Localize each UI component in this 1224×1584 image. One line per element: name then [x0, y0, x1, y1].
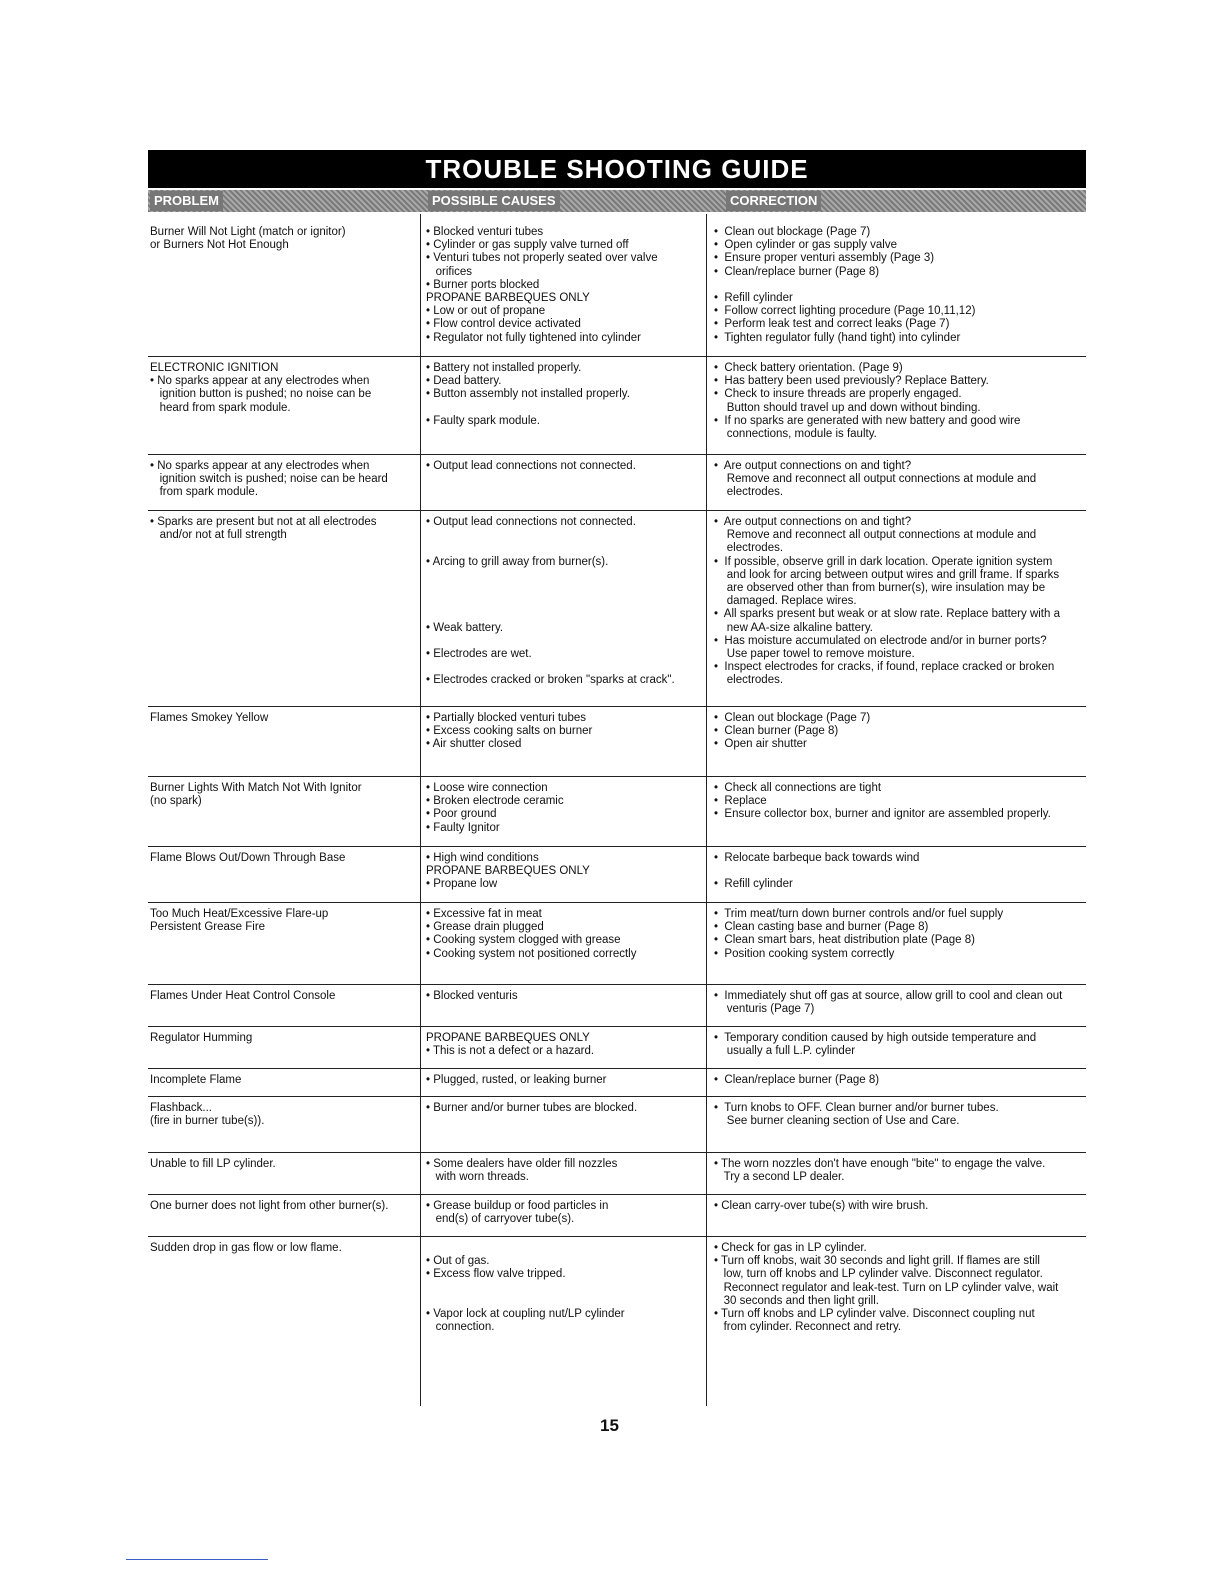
causes-cell: • Out of gas. • Excess flow valve tripped. • Vapor lock at coupling nut/LP cylinder connection.: [426, 1255, 625, 1334]
problem-cell: • Sparks are present but not at all electrodes and/or not at full strength: [150, 516, 377, 542]
problem-cell: Flashback... (fire in burner tube(s)).: [150, 1102, 265, 1128]
table-header: [148, 190, 1086, 212]
correction-cell: • Temporary condition caused by high outside temperature and usually a full L.P. cylinder: [714, 1032, 1037, 1058]
correction-cell: • Relocate barbeque back towards wind • Refill cylinder: [714, 852, 920, 891]
problem-cell: • No sparks appear at any electrodes when ignition switch is pushed; noise can be heard from spark module.: [150, 460, 388, 499]
correction-cell: • Clean/replace burner (Page 8): [714, 1074, 880, 1086]
causes-cell: • Grease buildup or food particles in end(s) of carryover tube(s).: [426, 1200, 609, 1226]
problem-cell: Burner Will Not Light (match or ignitor) or Burners Not Hot Enough: [150, 226, 346, 252]
column-divider: [420, 214, 421, 1406]
correction-cell: • Are output connections on and tight? Remove and reconnect all output connections at module and electrodes. • If possible, observe grill in dark location. Operate ignition system and look for arcing between output wires and grill frame. If sparks are observed other than from burner(s), wire insulation may be damaged. Replace wires. • All sparks present but weak or at slow rate. Replace battery with a new AA-size alkaline battery. • Has moisture accumulated on electrode and/or in burner ports? Use paper towel to remove moisture. • Inspect electrodes for cracks, if found, replace cracked or broken electrodes.: [714, 516, 1060, 687]
problem-cell: Burner Lights With Match Not With Ignitor (no spark): [150, 782, 362, 808]
correction-cell: • The worn nozzles don't have enough "bite" to engage the valve. Try a second LP dealer.: [714, 1158, 1046, 1184]
problem-cell: Flames Under Heat Control Console: [150, 990, 336, 1002]
header-problem: PROBLEM: [150, 191, 223, 211]
row-divider: [148, 1194, 1086, 1195]
header-correction: CORRECTION: [726, 191, 821, 211]
problem-cell: Too Much Heat/Excessive Flare-up Persistent Grease Fire: [150, 908, 329, 934]
correction-cell: • Immediately shut off gas at source, allow grill to cool and clean out venturis (Page 7): [714, 990, 1063, 1016]
causes-cell: PROPANE BARBEQUES ONLY • This is not a defect or a hazard.: [426, 1032, 595, 1058]
causes-cell: • Some dealers have older fill nozzles with worn threads.: [426, 1158, 618, 1184]
row-divider: [148, 510, 1086, 511]
problem-cell: ELECTRONIC IGNITION • No sparks appear at any electrodes when ignition button is pushed; no noise can be heard from spark module.: [150, 362, 372, 414]
correction-cell: • Turn knobs to OFF. Clean burner and/or burner tubes. See burner cleaning section of Use and Care.: [714, 1102, 999, 1128]
column-divider: [706, 214, 707, 1406]
correction-cell: • Are output connections on and tight? Remove and reconnect all output connections at module and electrodes.: [714, 460, 1037, 499]
problem-cell: Sudden drop in gas flow or low flame.: [150, 1242, 342, 1254]
causes-cell: • Partially blocked venturi tubes • Excess cooking salts on burner • Air shutter closed: [426, 712, 593, 751]
row-divider: [148, 902, 1086, 903]
row-divider: [148, 984, 1086, 985]
row-divider: [148, 1096, 1086, 1097]
row-divider: [148, 356, 1086, 357]
causes-cell: • Output lead connections not connected.: [426, 460, 636, 472]
correction-cell: • Check all connections are tight • Replace • Ensure collector box, burner and ignitor are assembled properly.: [714, 782, 1051, 821]
page-title: TROUBLE SHOOTING GUIDE: [148, 150, 1086, 188]
problem-cell: Regulator Humming: [150, 1032, 253, 1044]
correction-cell: • Clean out blockage (Page 7) • Open cylinder or gas supply valve • Ensure proper venturi assembly (Page 3) • Clean/replace burner (Page 8) • Refill cylinder • Follow correct lighting procedure (Page 10,11,12) • Perform leak test and correct leaks (Page 7) • Tighten regulator fully (hand tight) into cylinder: [714, 226, 976, 344]
causes-cell: • Battery not installed properly. • Dead battery. • Button assembly not installed properly. • Faulty spark module.: [426, 362, 630, 427]
correction-cell: • Check for gas in LP cylinder. • Turn off knobs, wait 30 seconds and light grill. If flames are still low, turn off knobs and LP cylinder valve. Disconnect regulator. Reconnect regulator and leak-test. Turn on LP cylinder valve, wait 30 seconds and then light grill. • Turn off knobs and LP cylinder valve. Disconnect coupling nut from cylinder. Reconnect and retry.: [714, 1242, 1059, 1334]
correction-cell: • Check battery orientation. (Page 9) • Has battery been used previously? Replace Battery. • Check to insure threads are properly engaged. Button should travel up and down without binding. • If no sparks are generated with new battery and good wire connections, module is faulty.: [714, 362, 1021, 441]
row-divider: [148, 1236, 1086, 1237]
causes-cell: • Burner and/or burner tubes are blocked.: [426, 1102, 638, 1114]
problem-cell: Flame Blows Out/Down Through Base: [150, 852, 346, 864]
row-divider: [148, 846, 1086, 847]
row-divider: [148, 1026, 1086, 1027]
correction-cell: • Trim meat/turn down burner controls and/or fuel supply • Clean casting base and burner (Page 8) • Clean smart bars, heat distribution plate (Page 8) • Position cooking system correctly: [714, 908, 1004, 960]
problem-cell: Unable to fill LP cylinder.: [150, 1158, 276, 1170]
problem-cell: One burner does not light from other burner(s).: [150, 1200, 389, 1212]
causes-cell: • High wind conditions PROPANE BARBEQUES ONLY • Propane low: [426, 852, 590, 891]
causes-cell: • Output lead connections not connected. • Arcing to grill away from burner(s). • Weak battery. • Electrodes are wet. • Electrodes cracked or broken "sparks at crack".: [426, 516, 675, 687]
causes-cell: • Blocked venturis: [426, 990, 518, 1002]
problem-cell: Flames Smokey Yellow: [150, 712, 269, 724]
causes-cell: • Plugged, rusted, or leaking burner: [426, 1074, 607, 1086]
row-divider: [148, 454, 1086, 455]
causes-cell: • Excessive fat in meat • Grease drain plugged • Cooking system clogged with grease • Cooking system not positioned correctly: [426, 908, 637, 960]
problem-cell: Incomplete Flame: [150, 1074, 242, 1086]
row-divider: [148, 776, 1086, 777]
footer-rule: [126, 1559, 268, 1560]
page-number: 15: [600, 1416, 619, 1435]
correction-cell: • Clean out blockage (Page 7) • Clean burner (Page 8) • Open air shutter: [714, 712, 871, 751]
causes-cell: • Loose wire connection • Broken electrode ceramic • Poor ground • Faulty Ignitor: [426, 782, 564, 834]
header-causes: POSSIBLE CAUSES: [428, 191, 560, 211]
correction-cell: • Clean carry-over tube(s) with wire brush.: [714, 1200, 929, 1212]
causes-cell: • Blocked venturi tubes • Cylinder or gas supply valve turned off • Venturi tubes not properly seated over valve orifices • Burner ports blocked PROPANE BARBEQUES ONLY • Low or out of propane • Flow control device activated • Regulator not fully tightened into cylinder: [426, 226, 658, 344]
row-divider: [148, 1068, 1086, 1069]
row-divider: [148, 706, 1086, 707]
row-divider: [148, 1152, 1086, 1153]
